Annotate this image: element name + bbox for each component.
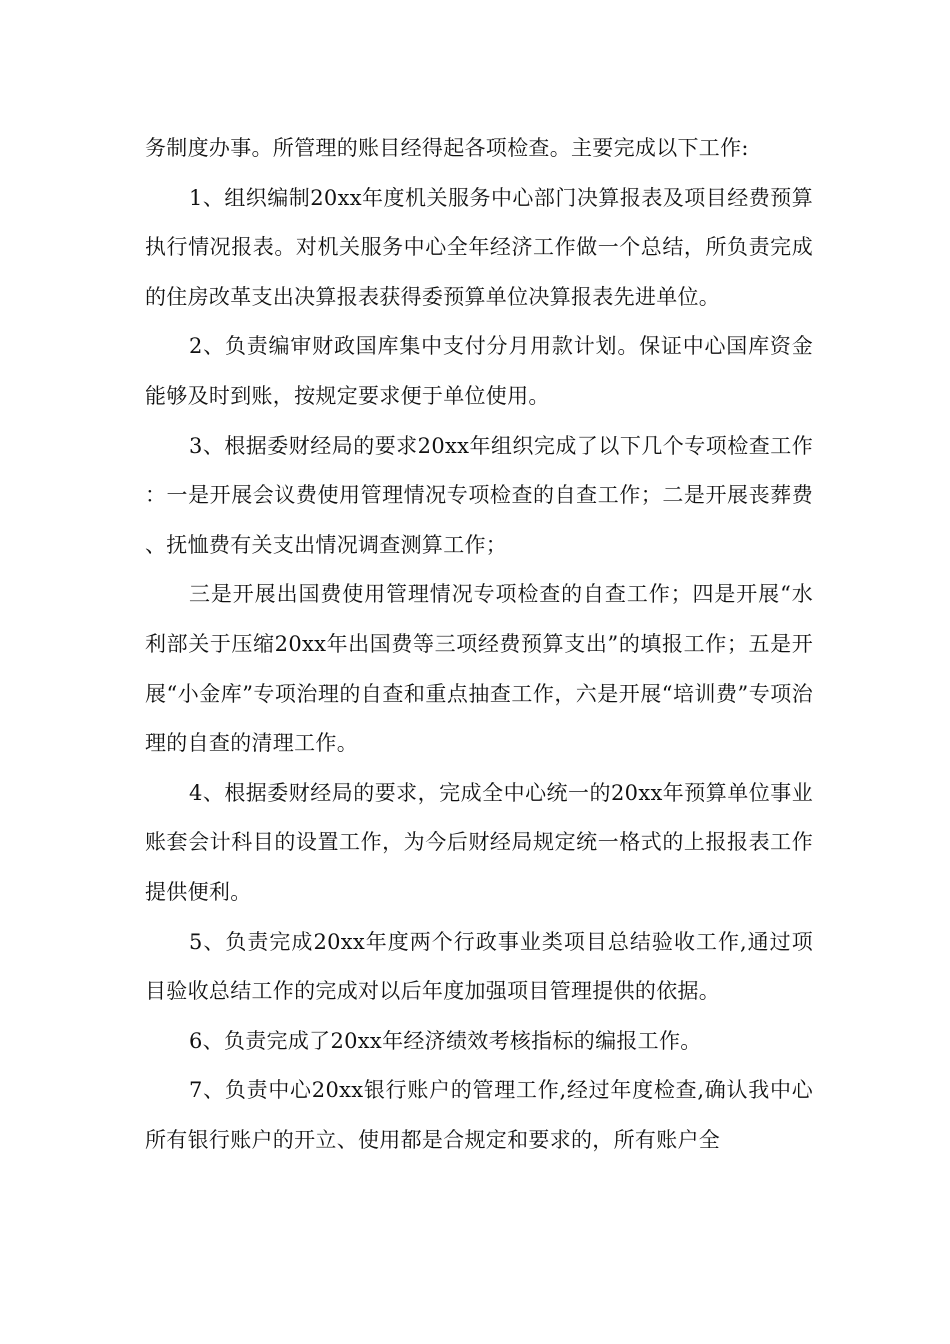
paragraph-item-1: 1、组织编制20xx年度机关服务中心部门决算报表及项目经费预算执行情况报表。对机关服务中心全年经济工作做一个总结，所负责完成的住房改革支出决算报表获得委预算单位决算报表先进单位。 [145, 185, 813, 309]
paragraph-item-3: 3、根据委财经局的要求20xx年组织完成了以下几个专项检查工作：一是开展会议费使用管理情况专项检查的自查工作；二是开展丧葬费、抚恤费有关支出情况调查测算工作； [145, 433, 813, 557]
paragraph-intro: 务制度办事。所管理的账目经得起各项检查。主要完成以下工作: [145, 136, 749, 160]
paragraph-item-5: 5、负责完成20xx年度两个行政事业类项目总结验收工作,通过项目验收总结工作的完成对以后年度加强项目管理提供的依据。 [145, 929, 813, 1004]
paragraph-item-3-continued: 三是开展出国费使用管理情况专项检查的自查工作；四是开展“水利部关于压缩20xx年出国费等三项经费预算支出”的填报工作；五是开展“小金库”专项治理的自查和重点抽查工作，六是开展“培训费”专项治理的自查的清理工作。 [145, 582, 813, 756]
paragraph-item-2: 2、负责编审财政国库集中支付分月用款计划。保证中心国库资金能够及时到账，按规定要求便于单位使用。 [145, 334, 813, 408]
paragraph-item-6: 6、负责完成了20xx年经济绩效考核指标的编报工作。 [189, 1028, 702, 1053]
paragraph-item-7: 7、负责中心20xx银行账户的管理工作,经过年度检查,确认我中心所有银行账户的开立、使用都是合规定和要求的，所有账户全 [145, 1078, 813, 1152]
paragraph-item-4: 4、根据委财经局的要求，完成全中心统一的20xx年预算单位事业账套会计科目的设置工作，为今后财经局规定统一格式的上报报表工作提供便利。 [145, 780, 813, 904]
document-page [145, 124, 813, 1165]
